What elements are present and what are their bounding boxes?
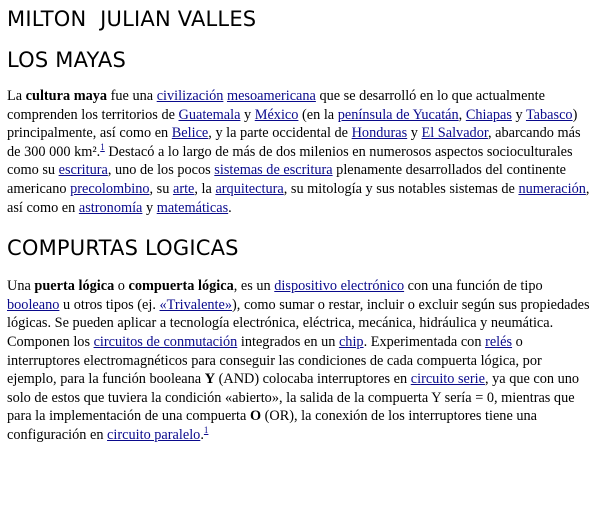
bold-term: cultura maya bbox=[25, 88, 108, 104]
text-run: . bbox=[228, 199, 232, 216]
text-run: y bbox=[240, 106, 255, 123]
text-run: La bbox=[7, 88, 26, 104]
link[interactable]: Honduras bbox=[351, 125, 408, 142]
link[interactable]: relés bbox=[485, 333, 513, 350]
heading-los-mayas: LOS MAYAS bbox=[7, 48, 127, 72]
heading-compuertas-logicas: COMPURTAS LOGICAS bbox=[7, 236, 239, 261]
text-run: . Experimentada con bbox=[363, 333, 486, 350]
link[interactable]: arquitectura bbox=[215, 180, 284, 197]
link[interactable]: circuito paralelo bbox=[107, 426, 201, 443]
paragraph-mayas bbox=[7, 87, 594, 217]
link[interactable]: numeración bbox=[518, 180, 586, 197]
author-title: MILTON JULIAN VALLES bbox=[7, 7, 257, 31]
link[interactable]: México bbox=[254, 106, 299, 123]
text-run: y bbox=[407, 125, 422, 142]
footnote-ref bbox=[204, 425, 209, 435]
text-run: y bbox=[142, 199, 157, 216]
text-run: . bbox=[200, 426, 204, 443]
link[interactable]: escritura bbox=[58, 162, 108, 179]
text-run: y bbox=[511, 106, 526, 123]
text-run: u otros tipos (ej. bbox=[59, 296, 160, 313]
text-run: ), como sumar o restar, incluir o excluir según sus propiedades lógicas. Se pueden aplicar a tecnología electrónica, eléctrica, mecánica, hidráulica y neumática. Componen los bbox=[7, 296, 590, 350]
link[interactable]: precolombino bbox=[70, 180, 150, 197]
text-run: o interruptores electromagnéticos para conseguir las condiciones de cada compuerta lógica, por ejemplo, para la función booleana bbox=[7, 333, 542, 388]
footnote-link[interactable]: 1 bbox=[100, 142, 105, 153]
link[interactable]: El Salvador bbox=[421, 125, 489, 142]
text-run: , abarcando más de 300 000 km². bbox=[7, 125, 581, 160]
text-run: plenamente desarrollados del continente americano bbox=[7, 162, 567, 197]
text-run: ) principalmente, así como en bbox=[7, 106, 578, 142]
link[interactable]: circuitos de conmutación bbox=[93, 333, 238, 350]
bold-term: O bbox=[249, 408, 262, 425]
text-run: con una función de tipo bbox=[404, 278, 543, 295]
link[interactable]: chip bbox=[338, 333, 364, 350]
link[interactable]: mesoamericana bbox=[226, 88, 316, 104]
text-run: Una bbox=[7, 278, 35, 295]
text-run: fue una bbox=[107, 88, 157, 104]
bold-term: puerta lógica bbox=[34, 278, 115, 295]
text-run: (AND) colocaba interruptores en bbox=[215, 371, 411, 388]
link[interactable]: Chiapas bbox=[465, 106, 512, 123]
link[interactable]: astronomía bbox=[78, 199, 143, 216]
link[interactable]: Belice bbox=[171, 125, 209, 142]
link[interactable]: matemáticas bbox=[156, 199, 229, 216]
text-run: (en la bbox=[298, 106, 338, 123]
link[interactable]: dispositivo electrónico bbox=[274, 278, 405, 295]
text-run: integrados en un bbox=[237, 333, 339, 350]
link[interactable]: Guatemala bbox=[178, 106, 241, 123]
text-run: , es un bbox=[233, 278, 275, 295]
link[interactable]: península de Yucatán bbox=[337, 106, 459, 123]
link[interactable]: booleano bbox=[7, 296, 60, 313]
text-run: , su mitología y sus notables sistemas de bbox=[283, 180, 519, 197]
footnote-link[interactable]: 1 bbox=[203, 425, 209, 436]
text-run: o bbox=[114, 278, 129, 295]
link[interactable]: circuito serie bbox=[410, 371, 485, 388]
link[interactable]: «Trivalente» bbox=[159, 296, 233, 313]
document-page bbox=[0, 6, 600, 445]
link[interactable]: arte bbox=[172, 180, 195, 197]
text-run: Destacó a lo largo de más de dos milenios en numerosos aspectos socioculturales como su bbox=[7, 143, 573, 179]
text-run: que se desarrolló en lo que actualmente comprenden los territorios de bbox=[7, 88, 545, 123]
text-run: , uno de los pocos bbox=[107, 162, 215, 179]
text-run: , bbox=[458, 106, 466, 123]
paragraph-compuertas bbox=[7, 277, 594, 444]
link[interactable]: sistemas de escritura bbox=[214, 162, 333, 179]
text-run: (OR), la conexión de los interruptores tiene una configuración en bbox=[7, 408, 538, 443]
link[interactable]: Tabasco bbox=[525, 106, 573, 123]
text-run: , su bbox=[149, 180, 173, 197]
text-run: , y la parte occidental de bbox=[208, 125, 352, 142]
text-run: , ya que con uno solo de estos que tuviera la condición «abierto», la salida de la compuerta Y sería = 0, mientras que para la implementación de una compuerta bbox=[7, 371, 580, 425]
bold-term: Y bbox=[204, 371, 216, 388]
text-run: , así como en bbox=[7, 180, 590, 216]
link[interactable]: civilización bbox=[156, 88, 224, 104]
text-run: , la bbox=[194, 180, 216, 197]
bold-term: compuerta lógica bbox=[128, 278, 234, 295]
